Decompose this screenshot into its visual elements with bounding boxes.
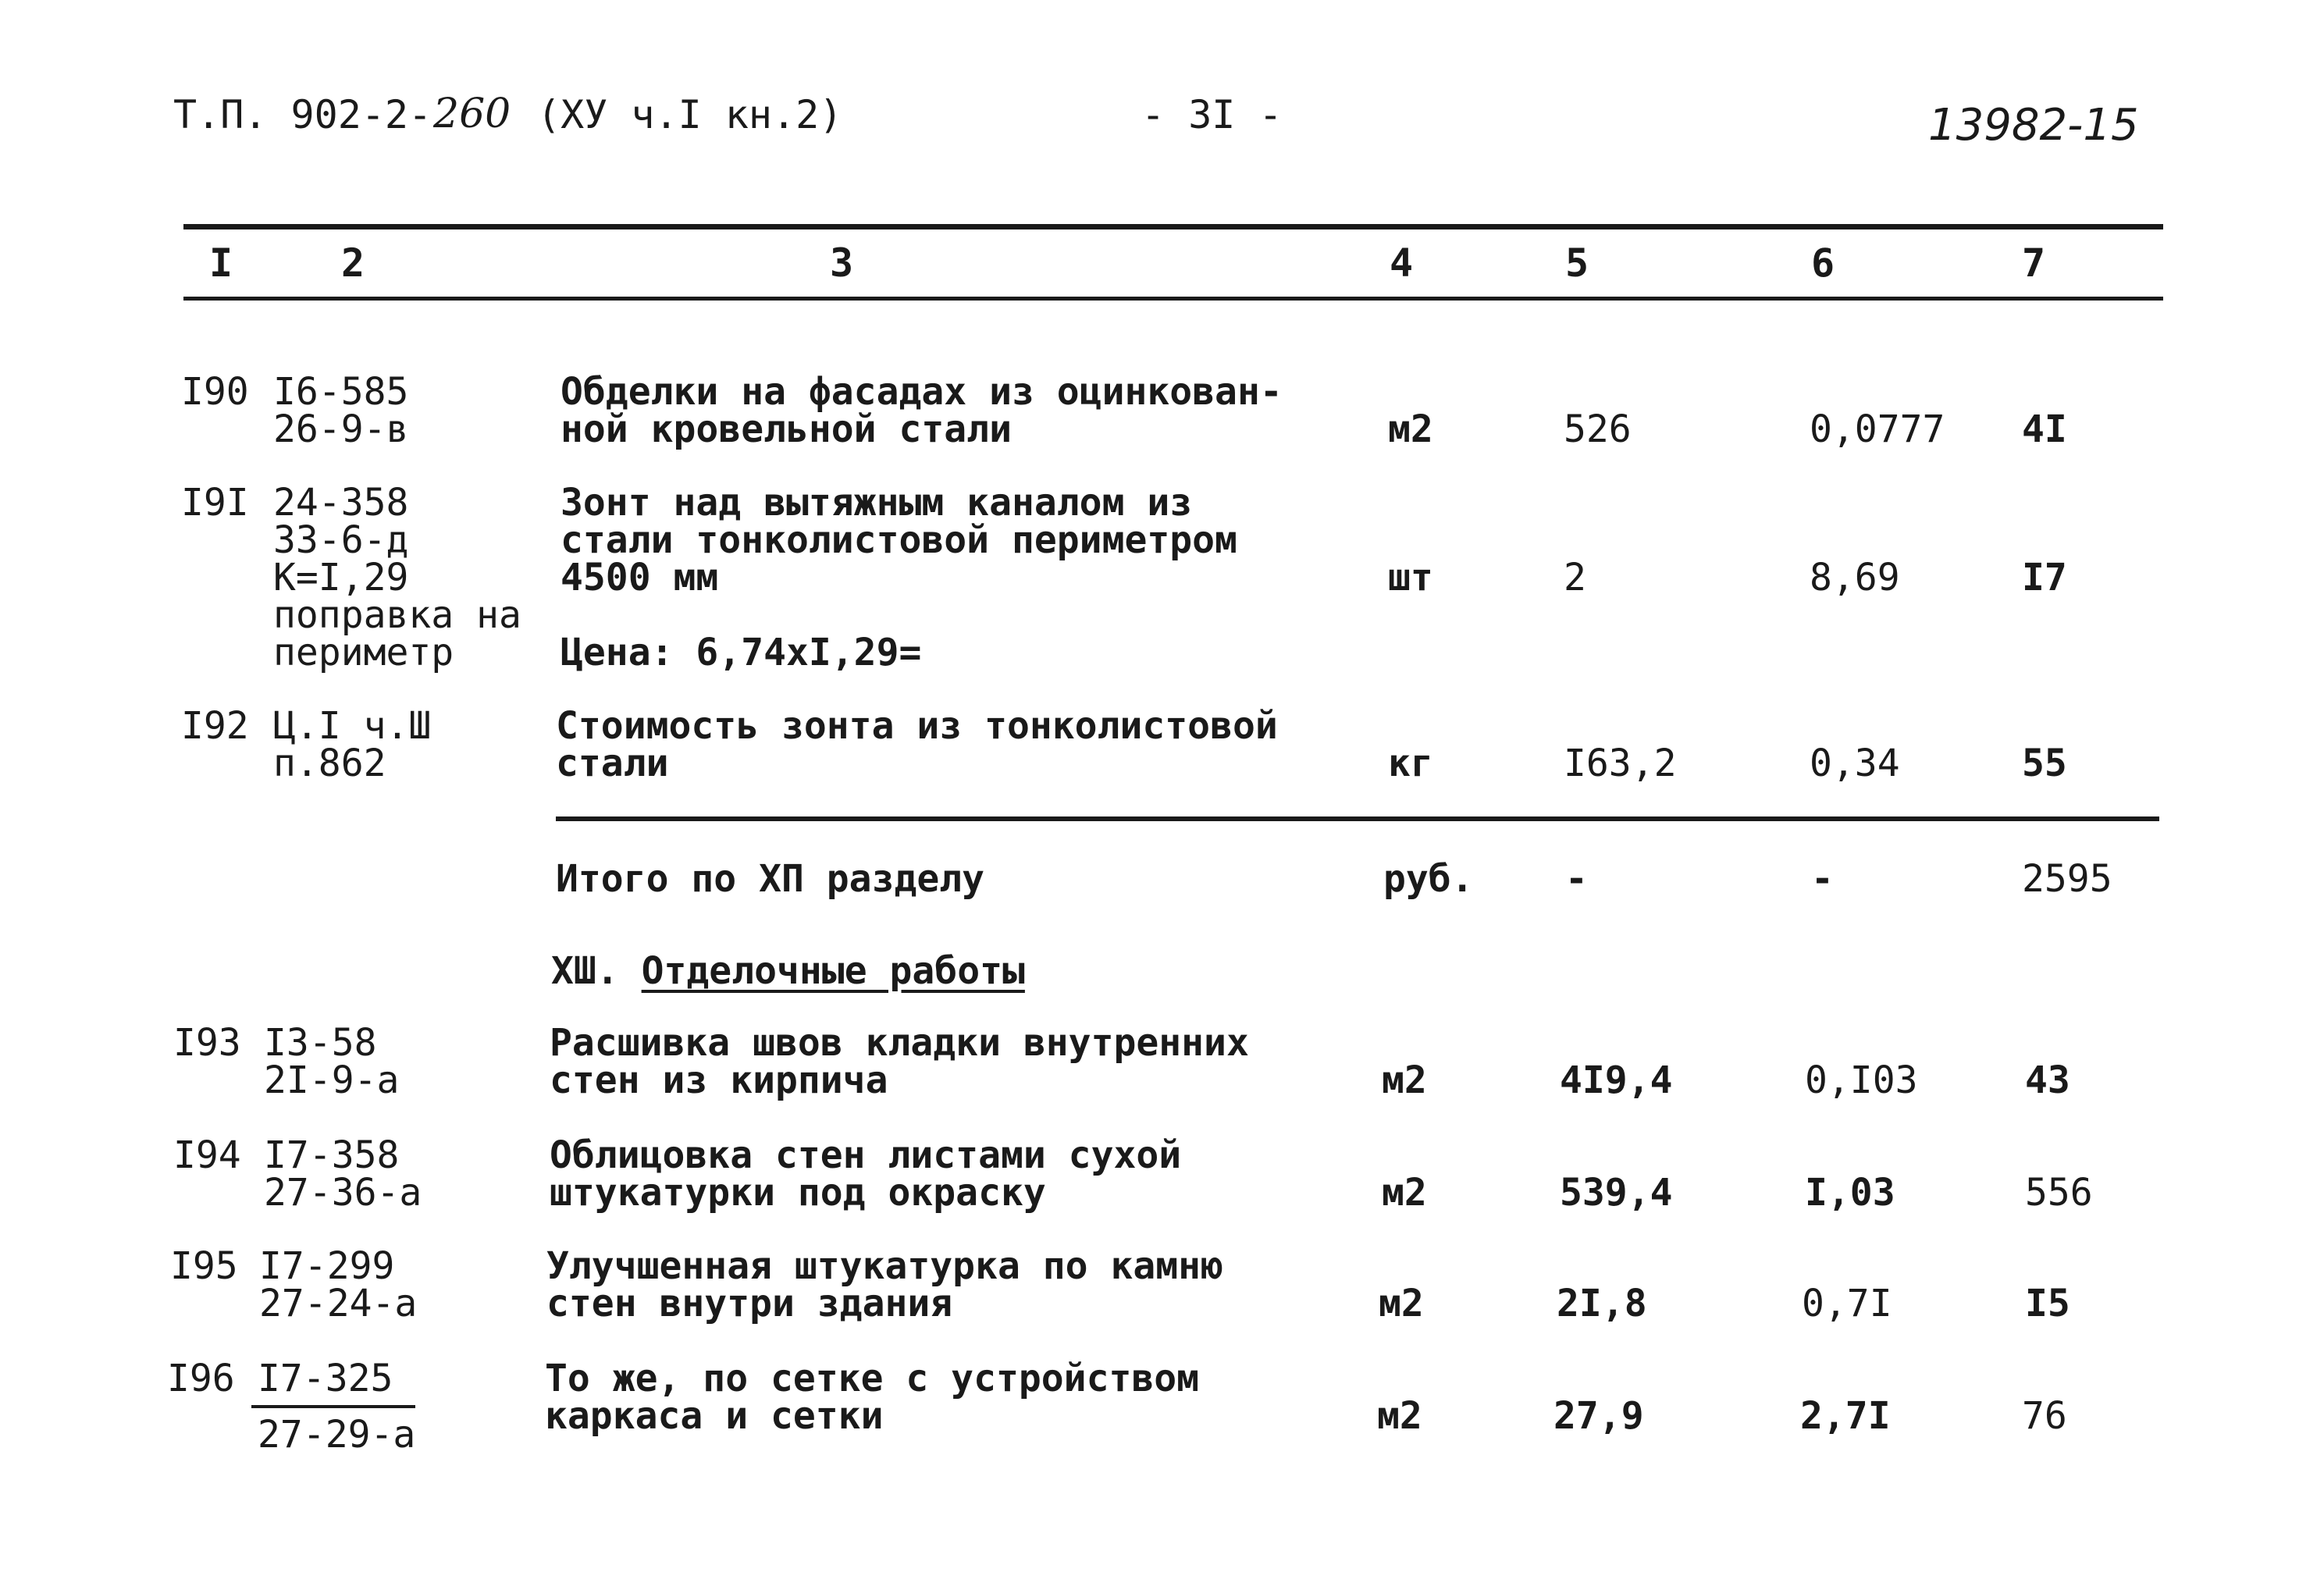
subtotal-label: Итого по ХП разделу — [556, 857, 985, 901]
norm-code — [273, 704, 432, 785]
subtotal-unit: руб. — [1383, 857, 1474, 901]
norm-code-line: I7-299 — [259, 1244, 395, 1288]
unit-price: 0,0777 — [1810, 407, 1945, 451]
work-description — [556, 704, 1278, 785]
norm-code-line: 2I-9-а — [264, 1058, 400, 1102]
doc-prefix: Т.П. 902-2- — [173, 92, 432, 137]
price-note: Цена: 6,74хI,29= — [561, 631, 922, 674]
description-line: стали тонколистовой периметром — [561, 518, 1237, 562]
unit-price: 8,69 — [1810, 556, 1900, 599]
description-line: 4500 мм — [561, 556, 719, 599]
quantity: 2I,8 — [1557, 1282, 1647, 1325]
work-description — [546, 1244, 1223, 1325]
norm-code-line: 33-6-д — [273, 518, 409, 562]
norm-code-numerator: I7-325 — [258, 1357, 393, 1400]
col-header-2: 2 — [341, 240, 365, 286]
col-header-7: 7 — [2022, 240, 2046, 286]
fraction-bar — [251, 1405, 415, 1408]
doc-number-handwritten: 260 — [433, 91, 511, 137]
description-line: каркаса и сетки — [545, 1394, 884, 1438]
unit: шт — [1388, 556, 1433, 599]
unit-price: 0,34 — [1810, 742, 1900, 785]
norm-code — [264, 1021, 400, 1102]
description-line: Обделки на фасадах из оцинкован- — [561, 370, 1283, 414]
description-line: Зонт над вытяжным каналом из — [561, 481, 1193, 525]
total-cost: I7 — [2022, 556, 2067, 599]
description-line: Расшивка швов кладки внутренних — [550, 1021, 1249, 1065]
norm-code-line: периметр — [273, 631, 454, 674]
col-header-6: 6 — [1811, 240, 1835, 286]
norm-code-line: I3-58 — [264, 1021, 377, 1065]
norm-code-line: 24-358 — [273, 481, 409, 525]
section-title: Отделочные работы — [641, 949, 1025, 993]
row-number: I96 — [167, 1357, 235, 1400]
total-cost: 76 — [2022, 1394, 2067, 1438]
total-cost: I5 — [2025, 1282, 2070, 1325]
row-number: I92 — [181, 704, 249, 748]
work-description — [550, 1133, 1182, 1215]
col-header-5: 5 — [1565, 240, 1589, 286]
doc-suffix: (ХУ ч.I кн.2) — [537, 92, 843, 137]
quantity: 2 — [1564, 556, 1586, 599]
quantity: 539,4 — [1560, 1171, 1673, 1215]
unit: м2 — [1382, 1171, 1427, 1215]
description-line: ной кровельной стали — [561, 407, 1012, 451]
header-bottom-rule — [183, 297, 2163, 301]
norm-code — [259, 1244, 418, 1325]
description-line: Улучшенная штукатурка по камню — [546, 1244, 1223, 1288]
total-cost: 4I — [2022, 407, 2067, 451]
description-line: Облицовка стен листами сухой — [550, 1133, 1182, 1177]
description-line: стен внутри здания — [546, 1282, 953, 1325]
subtotal-price: - — [1811, 857, 1834, 901]
row-number: I90 — [181, 370, 249, 414]
subtotal-total: 2595 — [2022, 857, 2112, 901]
norm-code-line: п.862 — [273, 742, 386, 785]
col-header-1: I — [209, 240, 233, 286]
unit-price: 2,7I — [1800, 1394, 1891, 1438]
quantity: 526 — [1564, 407, 1632, 451]
norm-code-line: 26-9-в — [273, 407, 409, 451]
norm-code — [264, 1133, 422, 1215]
table-top-rule — [183, 224, 2163, 229]
norm-code — [273, 370, 409, 451]
description-line: стен из кирпича — [550, 1058, 888, 1102]
quantity: 27,9 — [1553, 1394, 1644, 1438]
unit-price: I,03 — [1805, 1171, 1895, 1215]
description-line: штукатурки под окраску — [550, 1171, 1046, 1215]
unit: м2 — [1382, 1058, 1427, 1102]
row-number: I95 — [170, 1244, 238, 1288]
work-description — [561, 481, 1237, 599]
norm-code-line: К=I,29 — [273, 556, 409, 599]
subtotal-rule — [556, 816, 2159, 821]
row-number: I9I — [181, 481, 249, 525]
description-line: стали — [556, 742, 669, 785]
work-description — [545, 1357, 1200, 1438]
norm-code-line: I7-358 — [264, 1133, 400, 1177]
unit: кг — [1388, 742, 1433, 785]
norm-code-denominator: 27-29-а — [258, 1413, 416, 1457]
col-header-3: 3 — [830, 240, 854, 286]
unit: м2 — [1377, 1394, 1422, 1438]
norm-code-line: поправка на — [273, 593, 521, 637]
section-roman: ХШ. — [551, 949, 619, 993]
unit-price: 0,I03 — [1805, 1058, 1918, 1102]
page-number: - 3I - — [1141, 92, 1283, 137]
unit: м2 — [1388, 407, 1433, 451]
total-cost: 556 — [2025, 1171, 2093, 1215]
norm-code-line: I6-585 — [273, 370, 409, 414]
unit-price: 0,7I — [1802, 1282, 1892, 1325]
row-number: I94 — [173, 1133, 241, 1177]
col-header-4: 4 — [1390, 240, 1414, 286]
total-cost: 55 — [2022, 742, 2067, 785]
norm-code — [273, 481, 521, 674]
quantity: 4I9,4 — [1560, 1058, 1673, 1102]
unit: м2 — [1379, 1282, 1424, 1325]
description-line: То же, по сетке с устройством — [545, 1357, 1200, 1400]
norm-code-line: 27-24-а — [259, 1282, 418, 1325]
work-description — [561, 370, 1283, 451]
subtotal-quantity: - — [1565, 857, 1588, 901]
work-description — [550, 1021, 1249, 1102]
description-line: Стоимость зонта из тонколистовой — [556, 704, 1278, 748]
section-heading — [551, 949, 1025, 993]
norm-code-line: 27-36-а — [264, 1171, 422, 1215]
inventory-number-handwritten: 13982-15 — [1928, 100, 2139, 151]
row-number: I93 — [173, 1021, 241, 1065]
total-cost: 43 — [2025, 1058, 2070, 1102]
quantity: I63,2 — [1564, 742, 1677, 785]
norm-code-line: Ц.I ч.Ш — [273, 704, 432, 748]
